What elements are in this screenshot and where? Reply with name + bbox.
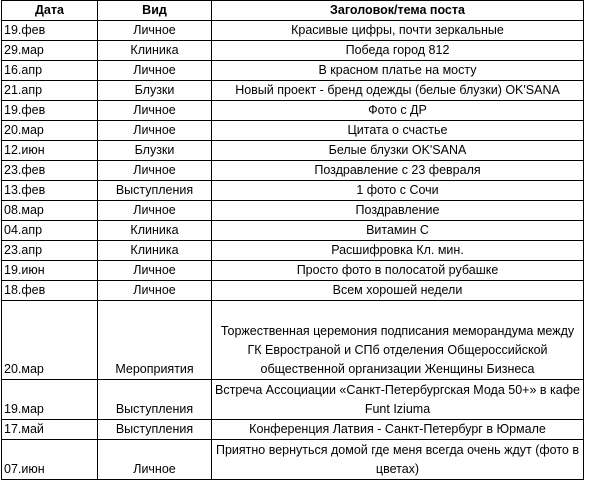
- cell-date[interactable]: 08.мар: [2, 201, 98, 221]
- cell-kind[interactable]: Клиника: [98, 241, 212, 261]
- cell-kind[interactable]: Блузки: [98, 81, 212, 101]
- cell-date[interactable]: 19.фев: [2, 21, 98, 41]
- cell-title[interactable]: Новый проект - бренд одежды (белые блузки) OK'SANA: [212, 81, 584, 101]
- cell-date[interactable]: 17.май: [2, 420, 98, 440]
- cell-title[interactable]: Приятно вернуться домой где меня всегда очень ждут (фото в цветах): [212, 440, 584, 480]
- cell-date[interactable]: 21.апр: [2, 81, 98, 101]
- cell-title[interactable]: Поздравление: [212, 201, 584, 221]
- cell-kind[interactable]: Личное: [98, 101, 212, 121]
- cell-kind[interactable]: Личное: [98, 161, 212, 181]
- header-row: [2, 1, 584, 21]
- cell-date[interactable]: 23.фев: [2, 161, 98, 181]
- cell-kind[interactable]: Личное: [98, 21, 212, 41]
- cell-kind[interactable]: Личное: [98, 261, 212, 281]
- cell-kind[interactable]: Мероприятия: [98, 301, 212, 380]
- cell-date[interactable]: 04.апр: [2, 221, 98, 241]
- cell-title[interactable]: Белые блузки OK'SANA: [212, 141, 584, 161]
- table-row: [2, 21, 584, 41]
- posts-table: [1, 0, 584, 480]
- table-row: [2, 61, 584, 81]
- cell-title[interactable]: Конференция Латвия - Санкт-Петербург в Юрмале: [212, 420, 584, 440]
- table-body: [2, 21, 584, 480]
- table-row: [2, 201, 584, 221]
- cell-title[interactable]: Витамин С: [212, 221, 584, 241]
- column-header-title[interactable]: Заголовок/тема поста: [212, 1, 584, 21]
- table-row: [2, 81, 584, 101]
- cell-kind[interactable]: Личное: [98, 121, 212, 141]
- cell-kind[interactable]: Блузки: [98, 141, 212, 161]
- cell-date[interactable]: 19.июн: [2, 261, 98, 281]
- cell-date[interactable]: 19.фев: [2, 101, 98, 121]
- cell-title[interactable]: Цитата о счастье: [212, 121, 584, 141]
- cell-date[interactable]: 13.фев: [2, 181, 98, 201]
- table-row: [2, 241, 584, 261]
- cell-title[interactable]: 1 фото с Сочи: [212, 181, 584, 201]
- cell-date[interactable]: 20.мар: [2, 301, 98, 380]
- cell-kind[interactable]: Личное: [98, 281, 212, 301]
- cell-kind[interactable]: Личное: [98, 201, 212, 221]
- column-header-kind[interactable]: Вид: [98, 1, 212, 21]
- cell-date[interactable]: 20.мар: [2, 121, 98, 141]
- table-row: [2, 301, 584, 380]
- column-header-date[interactable]: Дата: [2, 1, 98, 21]
- cell-date[interactable]: 29.мар: [2, 41, 98, 61]
- cell-title[interactable]: Победа город 812: [212, 41, 584, 61]
- cell-kind[interactable]: Выступления: [98, 420, 212, 440]
- cell-kind[interactable]: Личное: [98, 61, 212, 81]
- cell-title[interactable]: Просто фото в полосатой рубашке: [212, 261, 584, 281]
- table-row: [2, 440, 584, 480]
- cell-kind[interactable]: Выступления: [98, 181, 212, 201]
- cell-kind[interactable]: Личное: [98, 440, 212, 480]
- table-row: [2, 161, 584, 181]
- cell-kind[interactable]: Клиника: [98, 221, 212, 241]
- cell-date[interactable]: 12.июн: [2, 141, 98, 161]
- table-row: [2, 281, 584, 301]
- table-row: [2, 380, 584, 420]
- cell-date[interactable]: 19.мар: [2, 380, 98, 420]
- table-row: [2, 41, 584, 61]
- cell-title[interactable]: Встреча Ассоциации «Санкт-Петербургская Мода 50+» в кафе Funt Iziuma: [212, 380, 584, 420]
- table-row: [2, 141, 584, 161]
- table-row: [2, 420, 584, 440]
- table-row: [2, 121, 584, 141]
- cell-date[interactable]: 16.апр: [2, 61, 98, 81]
- table-row: [2, 221, 584, 241]
- cell-title[interactable]: В красном платье на мосту: [212, 61, 584, 81]
- cell-title[interactable]: Расшифровка Кл. мин.: [212, 241, 584, 261]
- cell-title[interactable]: Красивые цифры, почти зеркальные: [212, 21, 584, 41]
- cell-title[interactable]: Фото с ДР: [212, 101, 584, 121]
- table-row: [2, 181, 584, 201]
- cell-kind[interactable]: Выступления: [98, 380, 212, 420]
- cell-date[interactable]: 23.апр: [2, 241, 98, 261]
- cell-date[interactable]: 07.июн: [2, 440, 98, 480]
- cell-title[interactable]: Всем хорошей недели: [212, 281, 584, 301]
- cell-title[interactable]: Торжественная церемония подписания меморандума между ГК Евространой и СПб отделения Общероссийской общественной организации Женщины Бизнеса: [212, 301, 584, 380]
- table-row: [2, 101, 584, 121]
- cell-date[interactable]: 18.фев: [2, 281, 98, 301]
- table-row: [2, 261, 584, 281]
- cell-kind[interactable]: Клиника: [98, 41, 212, 61]
- cell-title[interactable]: Поздравление с 23 февраля: [212, 161, 584, 181]
